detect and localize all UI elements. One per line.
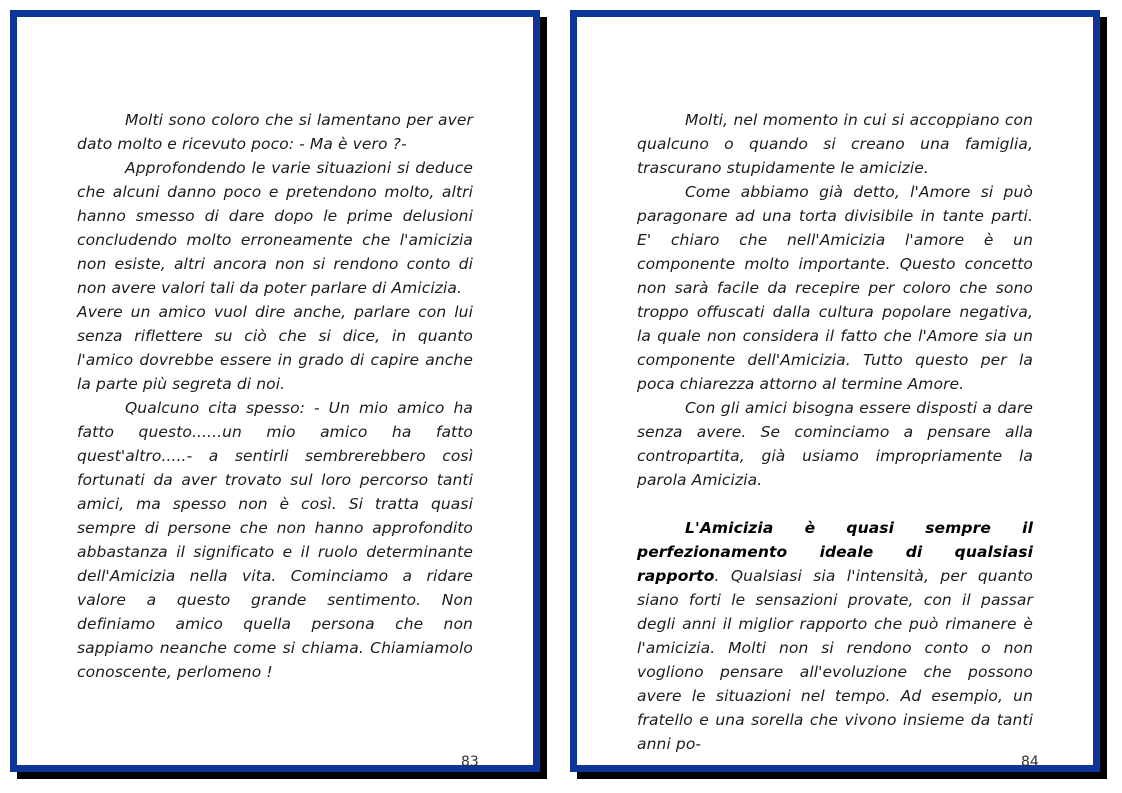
right-paragraph-2: Come abbiamo già detto, l'Amore si può paragonare ad una torta divisibile in tante parti. E' chiaro che nell'Amicizia l'amore è un componente molto importante. Questo concetto non sarà facile da recepire per coloro che sono troppo offuscati dalla cultura popolare negativa, la quale non considera il fatto che l'Amore sia un componente dell'Amicizia. Tutto questo per la poca chiarezza attorno al termine Amore.	[637, 183, 1033, 393]
left-paragraph-4: Qualcuno cita spesso: - Un mio amico ha fatto questo......un mio amico ha fatto quest'altro.....- a sentirli sembrerebbero così fortunati da aver trovato sul loro percorso tanti amici, ma spesso non è così. Si tratta quasi sempre di persone che non hanno approfondito abbastanza il significato e il ruolo determinante dell'Amicizia nella vita. Cominciamo a ridare valore a questo grande sentimento. Non definiamo amico quella persona che non sappiamo neanche come si chiama. Chiamiamolo conoscente, perlomeno !	[77, 399, 473, 681]
left-page	[10, 10, 540, 772]
right-paragraph-1: Molti, nel momento in cui si accoppiano con qualcuno o quando si creano una famiglia, trascurano stupidamente le amicizie.	[637, 111, 1033, 177]
left-page-number: 83	[461, 754, 479, 770]
right-paragraph-3: Con gli amici bisogna essere disposti a dare senza avere. Se cominciamo a pensare alla contropartita, già usiamo impropriamente la parola Amicizia.	[637, 399, 1033, 489]
right-page	[570, 10, 1100, 772]
emphasis-rest-text: . Qualsiasi sia l'intensità, per quanto siano forti le sensazioni provate, con il passar degli anni il miglior rapporto che può rimanere è l'amicizia. Molti non si rendono conto o non vogliono pensare all'evoluzione che possono avere le situazioni nel tempo. Ad esempio, un fratello e una sorella che vivono insieme da tanti anni po-	[637, 567, 1033, 753]
left-paragraph-2: Approfondendo le varie situazioni si deduce che alcuni danno poco e pretendono molto, altri hanno smesso di dare dopo le prime delusioni concludendo molto erroneamente che l'amicizia non esiste, altri ancora non si rendono conto di non avere valori tali da poter parlare di Amicizia.	[77, 159, 473, 297]
left-paragraph-3: Avere un amico vuol dire anche, parlare con lui senza riflettere su ciò che si dice, in quanto l'amico dovrebbe essere in grado di capire anche la parte più segreta di noi.	[77, 303, 473, 393]
right-page-number: 84	[1021, 754, 1039, 770]
left-paragraph-1: Molti sono coloro che si lamentano per aver dato molto e ricevuto poco: - Ma è vero ?-	[77, 111, 473, 153]
emphasis-bold-phrase: L'Amicizia è quasi sempre il perfezionamento ideale di qualsiasi rapporto	[637, 519, 1033, 585]
right-page-body	[637, 108, 1033, 756]
right-emphasis-paragraph	[637, 516, 1033, 756]
left-page-body	[77, 108, 473, 684]
